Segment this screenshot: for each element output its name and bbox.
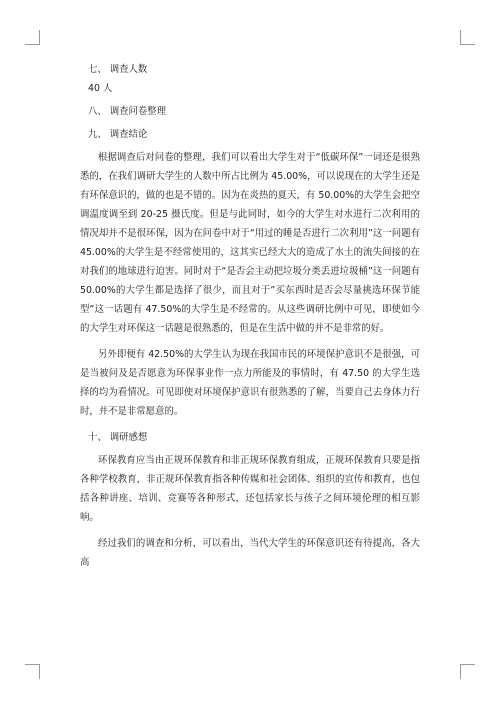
- respondent-count: 40 人: [88, 83, 113, 94]
- body-paragraph: 根据调查后对问卷的整理，我们可以看出大学生对于“低碳环保”一词还是很熟悉的，在我们调研大学生的人数中所占比例为 45.00%，可以说现在的大学生还是有环保意识的，做的也是不错的。因为在炎热的夏天，有 50.00%的大学生会把空调温度调至到 20-25 摄氏度。但是与此同时，如今的大学生对水进行二次利用的情况却并不是很环保，因为在问卷中对于“用过的睡是否进行二次利用”这一问题有 45.00%的大学生是不经常使用的，这其实已经大大的造成了水土的流失间接的在对我们的地球进行迫害。同时对于“是否会主动把垃圾分类丢进垃圾桶”这一问题有 50.00%的大学生都是选择了很少，而且对于”买东西时是否会尽量挑选环保节能型”这一话题有 47.50%的大学生是不经常的。从这些调研比例中可见，即使如今的大学生对环保这一话题是很熟悉的，但是在生活中做的并不是非常的好。: [80, 152, 420, 334]
- crop-mark-top-left-v: [39, 30, 40, 45]
- body-paragraph: 环保教育应当由正规环保教育和非正规环保教育组成，正规环保教育只要是指各种学校教育，非正规环保教育指各种传媒和社会团体、组织的宣传和教育，也包括各种讲座、培训、竞赛等各种形式，还包括家长与孩子之间环境伦理的相互影响。: [80, 455, 420, 523]
- section-heading: 九、 调查结论: [88, 129, 148, 140]
- crop-mark-top-left-h: [25, 44, 39, 45]
- section-8: [80, 102, 420, 121]
- section-heading: 八、 调查问卷整理: [88, 106, 166, 117]
- section-7: [80, 60, 420, 98]
- crop-mark-bottom-right-h: [461, 664, 475, 665]
- body-paragraph: 经过我们的调查和分析，可以看出，当代大学生的环保意识还有待提高，各大高: [80, 538, 420, 568]
- section-10: [80, 428, 420, 572]
- crop-mark-bottom-left-h: [25, 664, 39, 665]
- crop-mark-bottom-right-v: [460, 664, 461, 679]
- crop-mark-bottom-left-v: [39, 664, 40, 679]
- document-page: [80, 60, 420, 579]
- crop-mark-top-right-v: [460, 30, 461, 45]
- body-paragraph: 另外即便有 42.50%的大学生认为现在我国市民的环境保护意识不是很强，可是当被问及是否愿意为环保事业作一点力所能及的事情时，有 47.50 的大学生选择的均为看情况。可见即使对环境保护意识有很熟悉的了解，当要自己去身体力行时，并不是非常愿意的。: [80, 349, 420, 417]
- section-heading: 七、 调查人数: [88, 64, 148, 75]
- section-9: [80, 125, 420, 421]
- crop-mark-top-right-h: [461, 44, 475, 45]
- section-heading: 十、 调研感想: [88, 432, 148, 443]
